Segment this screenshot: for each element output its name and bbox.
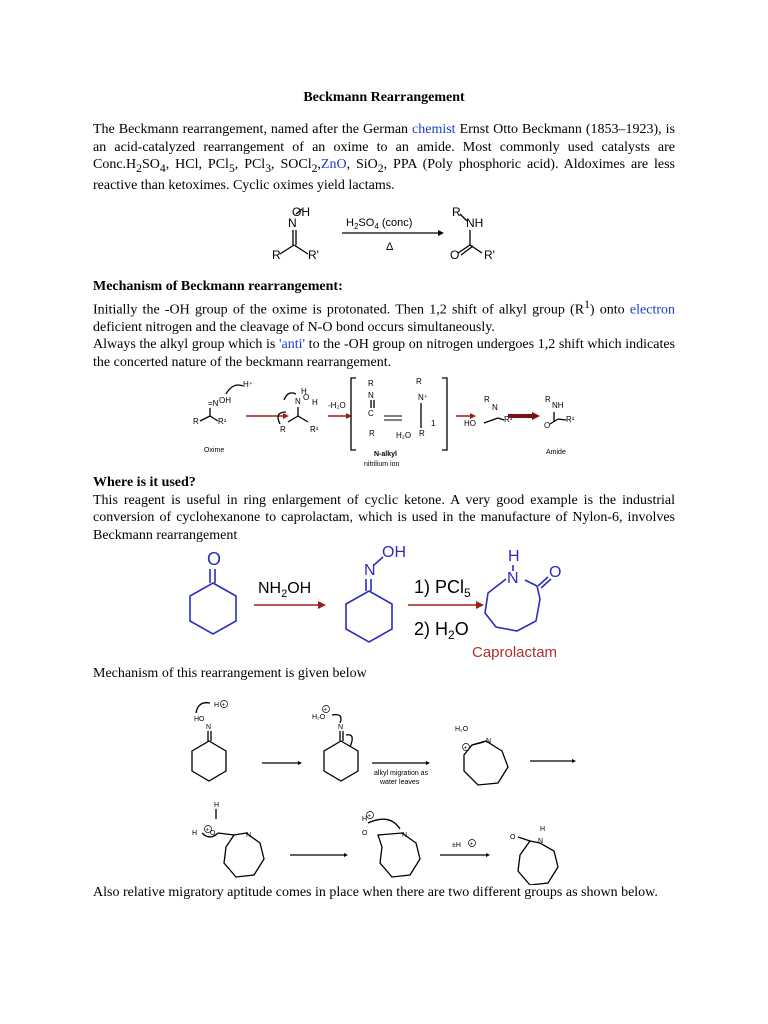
usage-text: This reagent is useful in ring enlargement of cyclic ketone. A very good example is the industrial conversion of cyclohexanone to caprolactam, which is used in the manufacture of Nylon-6, involves Beckmann rearrangement (93, 492, 675, 543)
svg-text:N: N (492, 403, 498, 412)
svg-text:R: R (193, 417, 199, 426)
mechanism-text-2: ) onto (589, 302, 630, 318)
svg-text:N: N (338, 724, 344, 731)
intro-text-6: , SOCl (271, 157, 312, 172)
svg-text:R¹: R¹ (566, 415, 575, 424)
mechanism-text-3: deficient nitrogen and the cleavage of N-O bond occurs simultaneously. (93, 319, 495, 335)
h-left: H (192, 830, 198, 837)
svg-text:R: R (484, 395, 490, 404)
svg-text:H⁺: H⁺ (243, 380, 253, 389)
nitrilium-label-2: nitrilium ion (364, 461, 400, 468)
water-label: H₂O (396, 431, 412, 440)
cyclohexanone-o: O (207, 549, 222, 569)
lactam-n: N (507, 570, 519, 587)
superscript: 1 (584, 297, 590, 311)
h2o-label-2: H₂O (455, 726, 469, 733)
o-label: O (450, 248, 460, 262)
oxime-oh: OH (382, 544, 406, 561)
n-label-2: N (402, 832, 408, 839)
delta-label: Δ (386, 241, 394, 253)
proton-transfer-label: ±H (452, 842, 461, 849)
mechanism-text-4: Always the alkyl group which is (93, 337, 279, 353)
step1-label: 1) PCl$_5$ (414, 577, 471, 600)
svg-text:H: H (312, 398, 318, 407)
lactam-o: O (549, 564, 562, 581)
svg-text:R: R (419, 429, 425, 438)
o-label-3: O (510, 834, 516, 841)
svg-text:H: H (301, 387, 307, 396)
rprime-label: R' (308, 248, 319, 262)
intro-text-7: , (317, 157, 321, 172)
svg-text:R¹: R¹ (504, 415, 513, 424)
svg-text:+: + (205, 827, 210, 834)
svg-text:N⁺: N⁺ (418, 393, 428, 402)
proton-h: H (214, 702, 220, 709)
svg-text:+: + (323, 707, 328, 714)
svg-text:+: + (367, 813, 372, 820)
r-label: R (272, 248, 281, 262)
intro-text-4: , HCl, PCl (165, 157, 229, 172)
n-label-1: N (246, 832, 252, 839)
mechanism-text-5: to the -OH group on nitrogen undergoes 1,2 shift which indicates the concerted nature of the beckmann rearrangement. (93, 337, 675, 370)
chemist-link[interactable]: chemist (412, 122, 456, 137)
svg-text:R: R (368, 379, 374, 388)
intro-text-3: SO (142, 157, 160, 172)
minus-water-label: -H₂O (328, 401, 346, 410)
svg-text:O: O (303, 393, 310, 402)
mechanism-heading: Mechanism of Beckmann rearrangement: (93, 279, 343, 294)
svg-text:N: N (206, 724, 212, 731)
svg-text:R¹: R¹ (218, 417, 227, 426)
intro-paragraph (93, 121, 675, 195)
svg-text:1: 1 (431, 419, 436, 428)
subscript: 5 (228, 161, 235, 175)
subscript: 2 (136, 161, 142, 175)
subscript: 2 (377, 161, 384, 175)
svg-text:HO: HO (464, 419, 476, 428)
intro-text-2: Ernst Otto Beckmann (1853–1923), is an acid-catalyzed rearrangement of an oxime to an amide. Most commonly used catalysts are Conc.H (93, 122, 675, 172)
h-label-3: H (540, 826, 546, 833)
svg-text:R: R (280, 425, 286, 434)
subscript: 3 (265, 161, 272, 175)
svg-text:R: R (545, 395, 551, 404)
h-top: H (214, 802, 220, 809)
closing-paragraph: Also relative migratory aptitude comes in place when there are two different groups as shown below. (93, 885, 658, 900)
intro-text-5: , PCl (234, 157, 266, 172)
general-reaction-scheme (260, 200, 520, 262)
r-product-label: R (452, 205, 461, 219)
svg-text:O: O (544, 421, 551, 430)
svg-text:OH: OH (219, 396, 231, 405)
n-label-3: N (538, 838, 544, 845)
o-label-2: O (362, 830, 368, 837)
caprolactam-scheme (180, 543, 580, 665)
intro-text: The Beckmann rearrangement, named after the German (93, 122, 413, 137)
lactam-h: H (508, 548, 520, 565)
oxime-label: Oxime (204, 447, 225, 454)
detailed-mechanism-scheme (180, 695, 580, 885)
migration-label-2: water leaves (380, 779, 420, 786)
anti-link[interactable]: 'anti' (278, 337, 306, 353)
migration-label-1: alkyl migration as (374, 770, 429, 777)
svg-text:NH: NH (552, 401, 564, 410)
svg-text:+: + (463, 745, 468, 752)
svg-text:+: + (221, 702, 226, 709)
usage-paragraph (93, 474, 675, 544)
oxime-n: N (364, 562, 376, 579)
reagent-nh2oh: $NH_2OH$ (258, 580, 312, 600)
intro-text-8: , SiO (346, 157, 378, 172)
amide-label: Amide (546, 449, 566, 456)
step2-label: 2) $H_2O$ (414, 619, 469, 642)
nh-label: NH (466, 216, 484, 230)
mechanism-scheme (188, 372, 588, 472)
caprolactam-label: Caprolactam (472, 644, 558, 661)
n-label: N (288, 216, 297, 230)
subscript: 2 (311, 161, 318, 175)
svg-text:R: R (416, 377, 422, 386)
mechanism-paragraph (93, 278, 675, 371)
subscript: 4 (159, 161, 166, 175)
zno-link[interactable]: ZnO (320, 157, 347, 172)
svg-text:N: N (295, 397, 301, 406)
mechanism-intro-text: Mechanism of this rearrangement is given below (93, 666, 367, 681)
svg-text:=N: =N (208, 399, 219, 408)
svg-text:H: H (362, 816, 368, 823)
svg-text:N: N (368, 391, 374, 400)
svg-text:R¹: R¹ (310, 425, 319, 434)
nitrilium-label-1: N-alkyl (374, 451, 397, 458)
svg-text:N: N (486, 738, 492, 745)
svg-text:R: R (369, 429, 375, 438)
o-label-1: O (210, 830, 216, 837)
oh-label: OH (292, 205, 310, 219)
svg-text:C: C (368, 409, 374, 418)
svg-text:+: + (469, 841, 474, 848)
rprime-product-label: R' (484, 248, 495, 262)
electron-link[interactable]: electron (629, 302, 675, 318)
h2o-label-1: H₂O (312, 714, 326, 721)
reagent-label: $H_2SO_4$ (conc) (346, 217, 413, 231)
mechanism-text-1: Initially the -OH group of the oxime is protonated. Then 1,2 shift of alkyl group (R (93, 302, 585, 318)
page-title: Beckmann Rearrangement (303, 90, 465, 105)
intro-text-9: , PPA (Poly phosphoric acid). Aldoximes are less reactive than ketoximes. Cyclic oximes yield lactams. (93, 157, 675, 194)
usage-heading: Where is it used? (93, 475, 196, 490)
ho-label: HO (194, 716, 205, 723)
